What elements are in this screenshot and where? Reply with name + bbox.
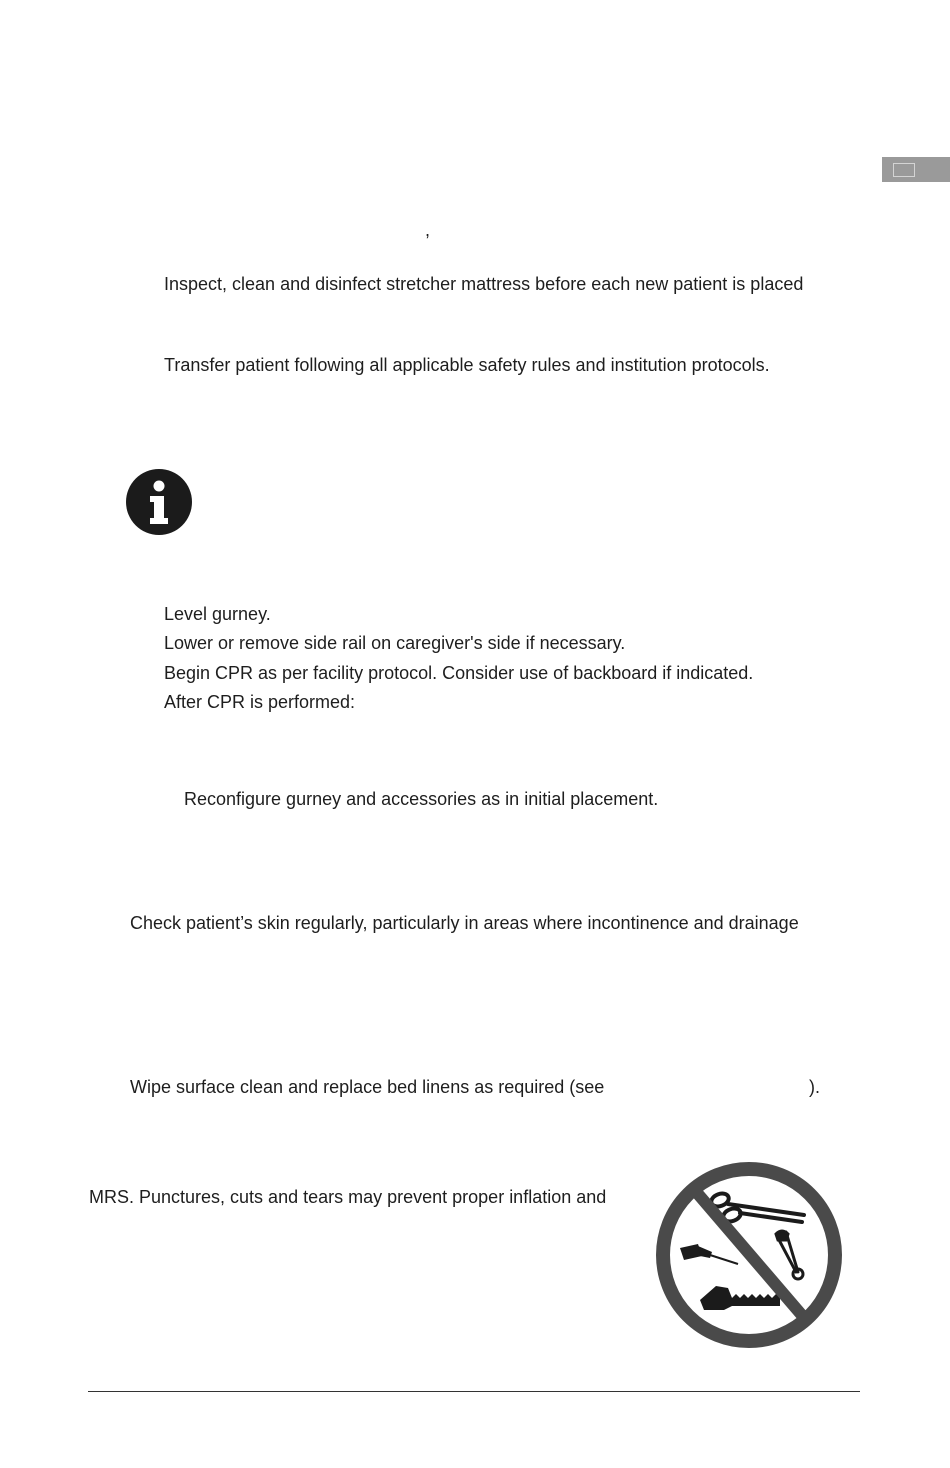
cpr-step-1: Level gurney. (164, 604, 271, 624)
placement-line-1: Inspect, clean and disinfect stretcher mattress before each new patient is placed (164, 274, 804, 294)
skin-care-line-1: Check patient’s skin regularly, particularly in areas where incontinence and drainage (130, 913, 799, 933)
placement-line-2: Transfer patient following all applicable safety rules and institution protocols. (164, 355, 770, 375)
cleaning-line-1-end: ). (809, 1077, 820, 1097)
stray-mark: , (425, 220, 431, 240)
side-tab (882, 157, 950, 182)
cpr-step-2: Lower or remove side rail on caregiver's side if necessary. (164, 633, 626, 653)
cpr-step-4: After CPR is performed: (164, 692, 356, 712)
footer-rule (88, 1391, 860, 1392)
side-tab-box (893, 163, 915, 177)
sharp-objects-line-1: MRS. Punctures, cuts and tears may prevent proper inflation and (89, 1187, 607, 1207)
cpr-substep: Reconfigure gurney and accessories as in initial placement. (184, 789, 659, 809)
cleaning-line-1: Wipe surface clean and replace bed linens as required (see (130, 1077, 605, 1097)
info-icon (126, 469, 192, 535)
no-sharp-objects-icon (654, 1160, 844, 1350)
cpr-step-3: Begin CPR as per facility protocol. Consider use of backboard if indicated. (164, 663, 754, 683)
